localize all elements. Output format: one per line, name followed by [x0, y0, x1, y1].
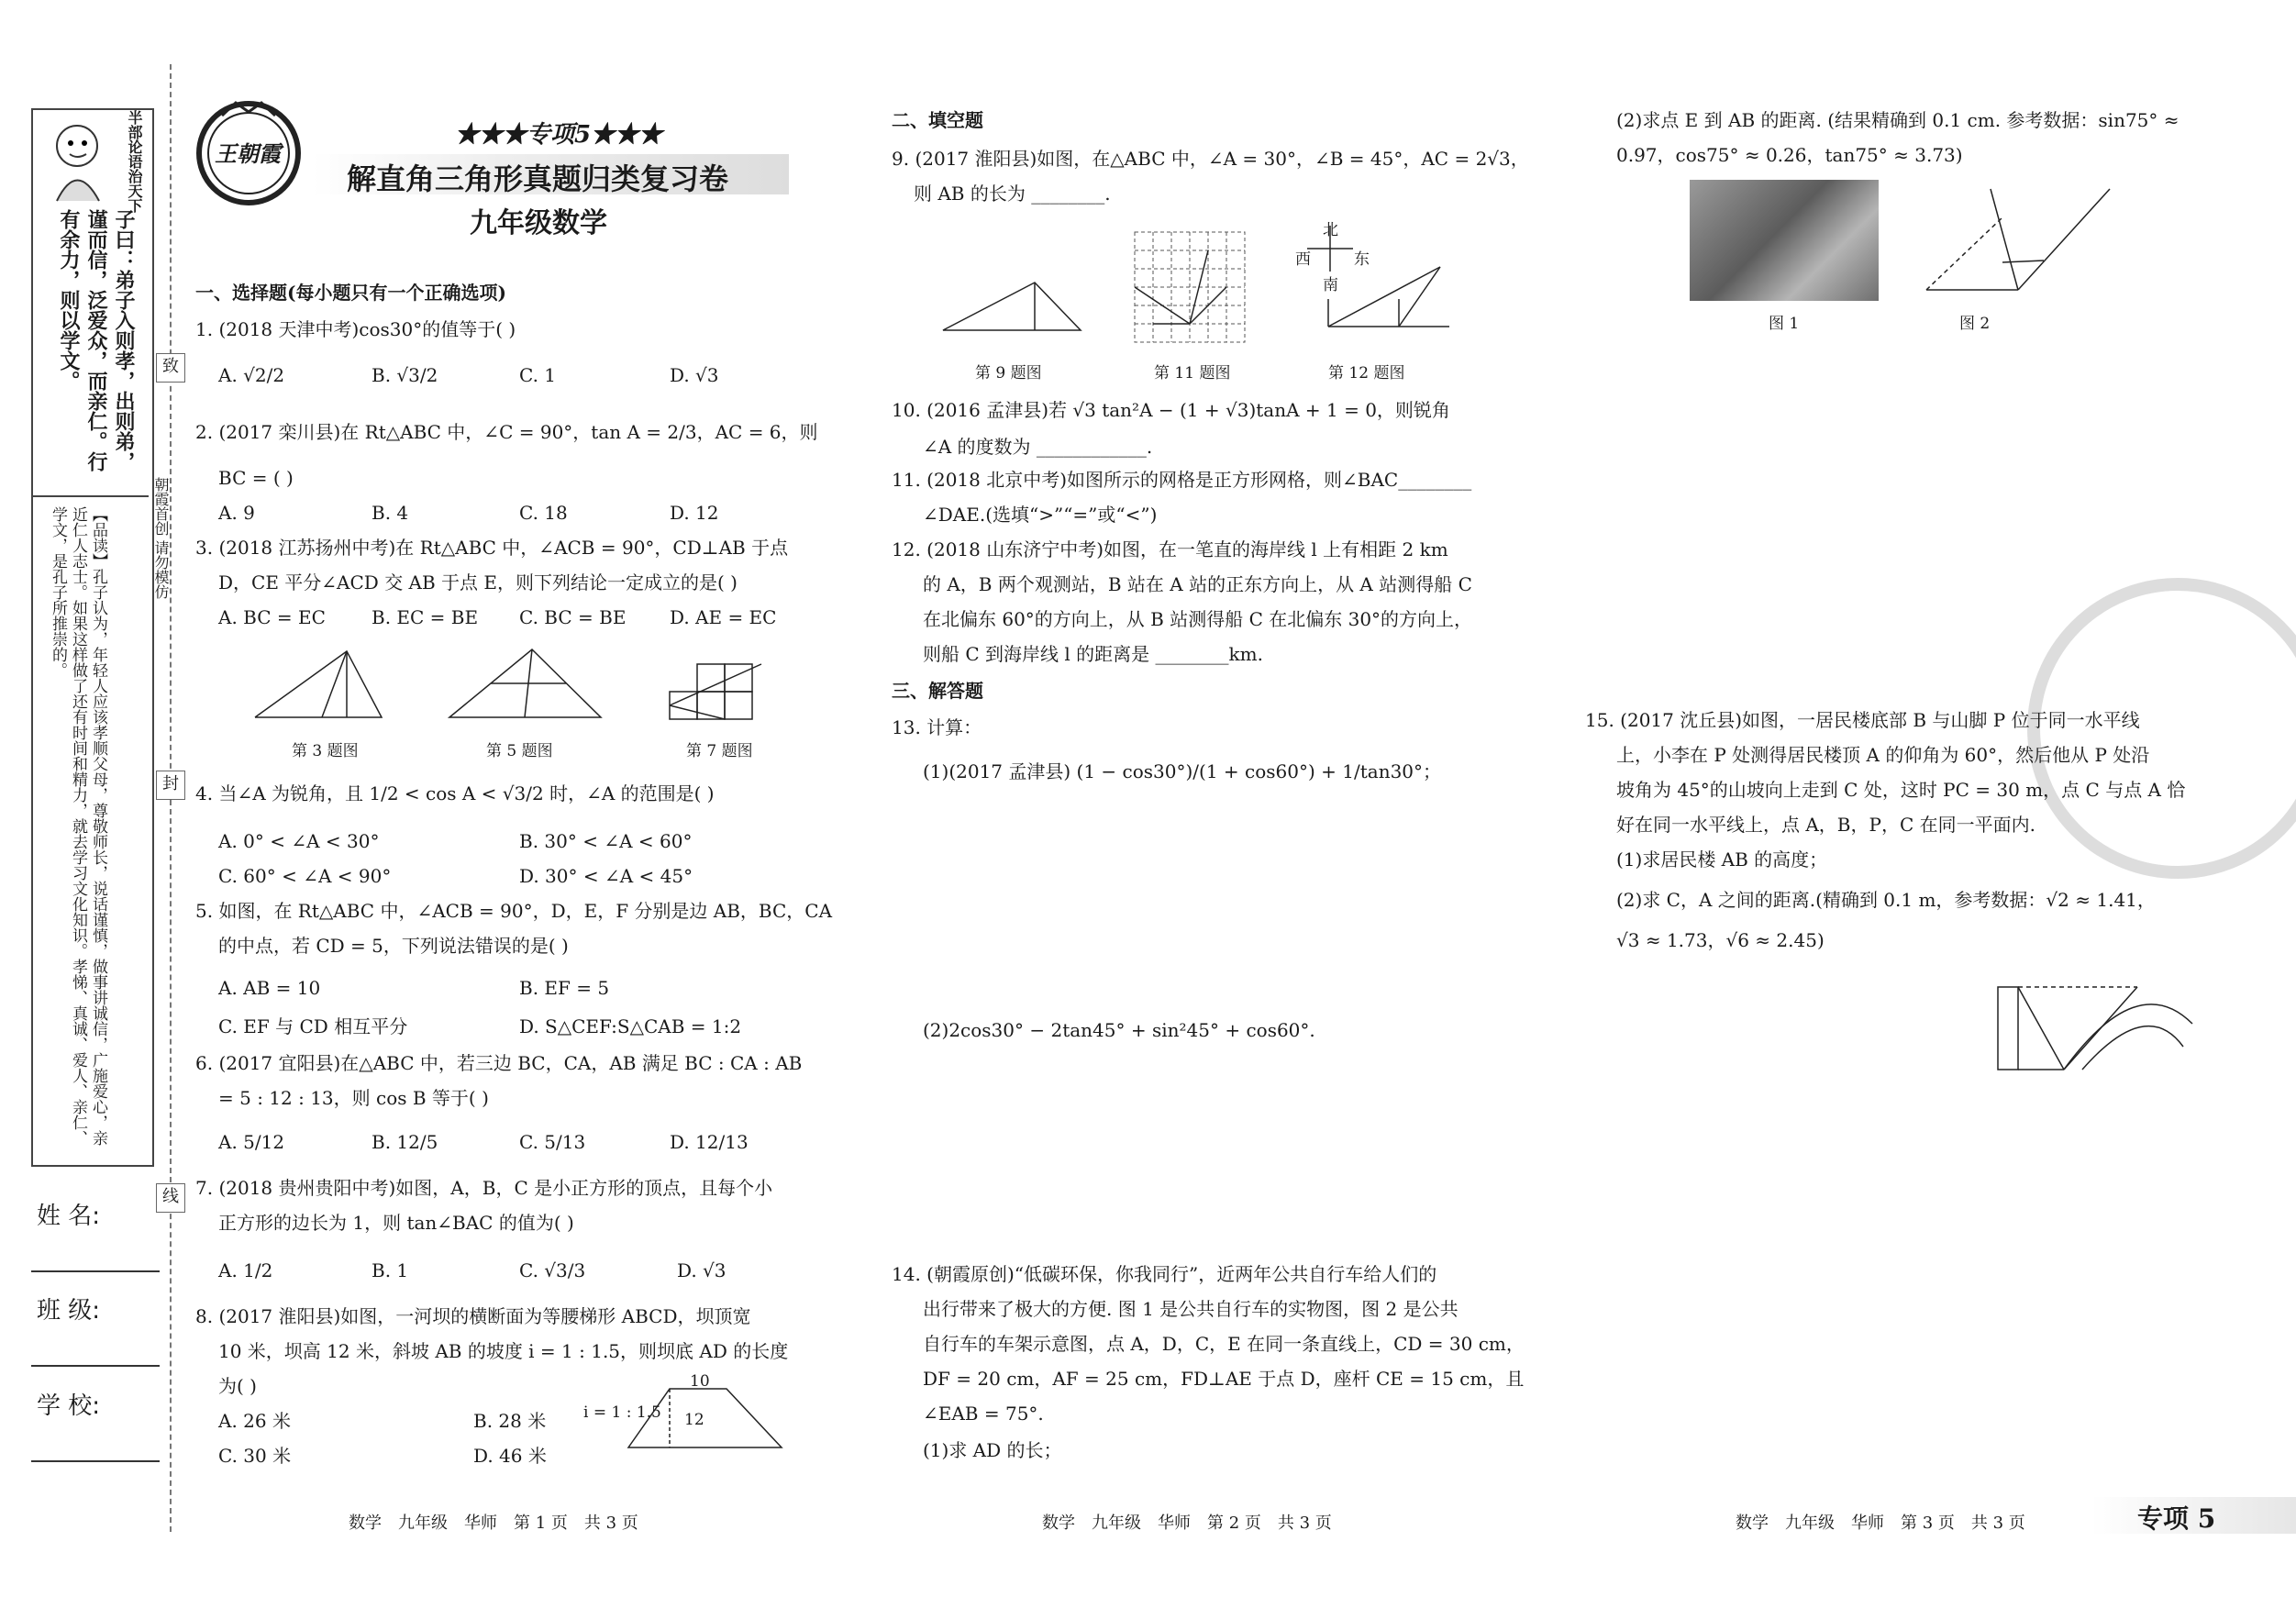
- question-1: 1. (2018 天津中考)cos30°的值等于( ): [195, 318, 516, 340]
- question-15-line-2: 上，小李在 P 处测得居民楼顶 A 的仰角为 60°，然后他从 P 处沿: [1616, 744, 2150, 766]
- figure-7: [660, 653, 798, 736]
- name-label: 姓 名:: [37, 1203, 101, 1230]
- seal-char-1: 致: [156, 353, 185, 383]
- q6-option-c: C. 5/13: [519, 1131, 586, 1153]
- question-14-line-2: 出行带来了极大的方便. 图 1 是公共自行车的实物图，图 2 是公共: [923, 1298, 1459, 1320]
- q6-option-b: B. 12/5: [372, 1131, 438, 1153]
- question-12-line-1: 12. (2018 山东济宁中考)如图，在一笔直的海岸线 l 上有相距 2 km: [892, 538, 1448, 560]
- question-10-line-1: 10. (2016 孟津县)若 √3 tan²A − (1 + √3)tanA + 1 = 0，则锐角: [892, 399, 1450, 421]
- class-label: 班 级:: [37, 1297, 101, 1325]
- figure-15: [1991, 969, 2202, 1079]
- question-7-line-1: 7. (2018 贵州贵阳中考)如图，A，B，C 是小正方形的顶点，且每个小: [195, 1177, 773, 1199]
- footer-page-1: 数学 九年级 华师 第 1 页 共 3 页: [349, 1514, 638, 1533]
- question-12-line-3: 在北偏东 60°的方向上，从 B 站测得船 C 在北偏东 30°的方向上，: [923, 608, 1473, 630]
- question-3-line-2: D，CE 平分∠ACD 交 AB 于点 E，则下列结论一定成立的是( ): [218, 571, 738, 593]
- question-11-line-1: 11. (2018 北京中考)如图所示的网格是正方形网格，则∠BAC________: [892, 469, 1472, 491]
- question-14-line-5: ∠EAB = 75°.: [923, 1403, 1044, 1425]
- question-6-line-2: = 5 : 12 : 13，则 cos B 等于( ): [218, 1087, 489, 1109]
- figure-11-caption: 第 11 题图: [1154, 364, 1231, 383]
- question-12-line-4: 则船 C 到海岸线 l 的距离是 ________km.: [923, 643, 1263, 665]
- q1-option-a: A. √2/2: [218, 364, 285, 386]
- q1-option-d: D. √3: [670, 364, 719, 386]
- figure-9-caption: 第 9 题图: [975, 364, 1042, 383]
- question-5-line-2: 的中点，若 CD = 5，下列说法错误的是( ): [218, 935, 569, 957]
- question-2-line-1: 2. (2017 栾川县)在 Rt△ABC 中，∠C = 90°，tan A = 2/3，AC = 6，则: [195, 421, 818, 443]
- question-14-part-2-line-2: 0.97，cos75° ≈ 0.26，tan75° ≈ 3.73): [1616, 144, 1963, 166]
- q5-option-c: C. EF 与 CD 相互平分: [218, 1015, 408, 1037]
- figure-7-caption: 第 7 题图: [686, 742, 753, 760]
- question-14-part-2-line-1: (2)求点 E 到 AB 的距离. (结果精确到 0.1 cm. 参考数据：sin75° ≈: [1616, 109, 2180, 131]
- q2-option-c: C. 18: [519, 502, 568, 524]
- figure-11: [1130, 227, 1249, 347]
- question-14-part-1: (1)求 AD 的长；: [923, 1439, 1062, 1461]
- side-note: 朝霞首创 请勿模仿: [152, 477, 170, 600]
- question-4: 4. 当∠A 为锐角，且 1/2 < cos A < √3/2 时，∠A 的范围是( ): [195, 782, 715, 804]
- sidebar-quote: 子曰：弟子入则孝，出则弟，谨而信，泛爱众，而亲仁。行有余力，则以学文。: [57, 209, 136, 471]
- q4-option-b: B. 30° < ∠A < 60°: [519, 830, 693, 852]
- question-15-part-1: (1)求居民楼 AB 的高度；: [1616, 848, 1828, 871]
- question-14-line-3: 自行车的车架示意图，点 A，D，C，E 在同一条直线上，CD = 30 cm，: [923, 1333, 1525, 1355]
- section-tag: 专项 5: [2137, 1503, 2216, 1534]
- question-6-line-1: 6. (2017 宜阳县)在△ABC 中，若三边 BC，CA，AB 满足 BC : CA : AB: [195, 1052, 803, 1074]
- question-13-part-2: (2)2cos30° − 2tan45° + sin²45° + cos60°.: [923, 1019, 1315, 1041]
- question-13-part-1: (1)(2017 孟津县) (1 − cos30°)/(1 + cos60°) + 1/tan30°；: [923, 760, 1442, 782]
- q3-option-d: D. AE = EC: [670, 606, 777, 628]
- question-15-line-1: 15. (2017 沈丘县)如图，一居民楼底部 B 与山脚 P 位于同一水平线: [1585, 709, 2140, 731]
- question-15-part-2-line-2: √3 ≈ 1.73，√6 ≈ 2.45): [1616, 929, 1825, 951]
- sidebar-top-label: 半部论语治天下: [126, 110, 143, 213]
- q3-option-b: B. EC = BE: [372, 606, 479, 628]
- q5-option-a: A. AB = 10: [218, 977, 321, 999]
- compass-west: 西: [1295, 250, 1311, 269]
- figure-2-bike-frame: [1908, 180, 2119, 308]
- school-label: 学 校:: [37, 1392, 101, 1420]
- page-title: 解直角三角形真题归类复习卷: [347, 161, 729, 196]
- question-7-line-2: 正方形的边长为 1，则 tan∠BAC 的值为( ): [218, 1212, 574, 1234]
- question-2-line-2: BC = ( ): [218, 467, 294, 489]
- q5-option-d: D. S△CEF:S△CAB = 1:2: [519, 1015, 742, 1037]
- sidebar-commentary: 【品读】孔子认为，年轻人应该孝顺父母，尊敬师长，说话谨慎，做事讲诚信，广施爱心，亲近仁人志士。如果这样做了还有时间和精力，就去学习文化知识。孝悌、真诚、爱人、亲仁、学文，是孔子所推崇的。: [49, 506, 107, 1146]
- figure-8-slope: i = 1 : 1.5: [583, 1403, 661, 1422]
- q1-option-b: B. √3/2: [372, 364, 438, 386]
- question-10-line-2: ∠A 的度数为 ____________.: [923, 436, 1153, 458]
- q2-option-b: B. 4: [372, 502, 409, 524]
- q8-option-d: D. 46 米: [473, 1445, 547, 1467]
- class-field[interactable]: [31, 1365, 160, 1367]
- section-3: 三、解答题: [892, 680, 983, 702]
- q4-option-c: C. 60° < ∠A < 90°: [218, 865, 392, 887]
- q7-option-b: B. 1: [372, 1259, 409, 1281]
- name-field[interactable]: [31, 1270, 160, 1272]
- question-15-part-2-line-1: (2)求 C，A 之间的距离.(精确到 0.1 m，参考数据：√2 ≈ 1.41，: [1616, 889, 2156, 911]
- brand-logo: [194, 99, 303, 207]
- question-15-line-3: 坡角为 45°的山坡向上走到 C 处，这时 PC = 30 m，点 C 与点 A 恰: [1616, 779, 2186, 801]
- question-8-line-3: 为( ): [218, 1375, 257, 1397]
- question-13: 13. 计算：: [892, 716, 982, 738]
- q3-option-c: C. BC = BE: [519, 606, 627, 628]
- question-3-line-1: 3. (2018 江苏扬州中考)在 Rt△ABC 中，∠ACB = 90°，CD⊥AB 于点: [195, 537, 789, 559]
- q2-option-a: A. 9: [218, 502, 255, 524]
- compass-south: 南: [1323, 276, 1338, 294]
- footer-page-3: 数学 九年级 华师 第 3 页 共 3 页: [1736, 1514, 2025, 1533]
- q8-option-c: C. 30 米: [218, 1445, 292, 1467]
- figure-1-caption: 图 1: [1769, 315, 1800, 333]
- question-9-line-2: 则 AB 的长为 ________.: [914, 183, 1111, 205]
- question-14-line-4: DF = 20 cm，AF = 25 cm，FD⊥AE 于点 D，座杆 CE = 15 cm，且: [923, 1368, 1525, 1390]
- figure-8-height: 12: [684, 1411, 704, 1429]
- q2-option-d: D. 12: [670, 502, 719, 524]
- figure-3: [246, 642, 393, 738]
- q4-option-d: D. 30° < ∠A < 45°: [519, 865, 693, 887]
- figure-9: [934, 266, 1090, 344]
- logo-text: 王朝霞: [215, 140, 281, 167]
- school-field[interactable]: [31, 1460, 160, 1462]
- q8-option-b: B. 28 米: [473, 1410, 547, 1432]
- figure-5-caption: 第 5 题图: [486, 742, 553, 760]
- compass-north: 北: [1323, 221, 1338, 239]
- section-1: 一、选择题(每小题只有一个正确选项): [195, 282, 506, 304]
- figure-12: [1284, 216, 1468, 345]
- footer-page-2: 数学 九年级 华师 第 2 页 共 3 页: [1042, 1514, 1332, 1533]
- q7-option-c: C. √3/3: [519, 1259, 586, 1281]
- figure-3-caption: 第 3 题图: [292, 742, 359, 760]
- q7-option-a: A. 1/2: [218, 1259, 273, 1281]
- question-8-line-1: 8. (2017 淮阳县)如图，一河坝的横断面为等腰梯形 ABCD，坝顶宽: [195, 1305, 751, 1327]
- seal-char-3: 线: [156, 1183, 185, 1213]
- q8-option-a: A. 26 米: [218, 1410, 291, 1432]
- question-5-line-1: 5. 如图，在 Rt△ABC 中，∠ACB = 90°，D，E，F 分别是边 AB，BC，CA: [195, 900, 833, 922]
- figure-12-caption: 第 12 题图: [1328, 364, 1405, 383]
- question-11-line-2: ∠DAE.(选填“>”“=”或“<”): [923, 504, 1158, 526]
- q5-option-b: B. EF = 5: [519, 977, 610, 999]
- figure-5: [440, 642, 615, 738]
- q3-option-a: A. BC = EC: [218, 606, 326, 628]
- bicycle-photo: [1690, 180, 1879, 301]
- sidebar-divider: [33, 495, 149, 497]
- q6-option-d: D. 12/13: [670, 1131, 749, 1153]
- seal-char-2: 封: [156, 771, 185, 800]
- q6-option-a: A. 5/12: [218, 1131, 285, 1153]
- section-2: 二、填空题: [892, 109, 983, 131]
- figure-8-top-width: 10: [690, 1372, 710, 1391]
- compass-east: 东: [1354, 250, 1370, 269]
- question-9-line-1: 9. (2017 淮阳县)如图，在△ABC 中，∠A = 30°，∠B = 45°，AC = 2√3，: [892, 148, 1529, 170]
- page-subtitle: 九年级数学: [470, 207, 607, 239]
- header-stars: ★★★专项5★★★: [455, 121, 663, 149]
- figure-2-caption: 图 2: [1959, 315, 1991, 333]
- q7-option-d: D. √3: [677, 1259, 727, 1281]
- question-8-line-2: 10 米，坝高 12 米，斜坡 AB 的坡度 i = 1 : 1.5，则坝底 AD 的长度: [218, 1340, 789, 1362]
- question-15-line-4: 好在同一水平线上，点 A，B，P，C 在同一平面内.: [1616, 814, 2035, 836]
- q1-option-c: C. 1: [519, 364, 557, 386]
- question-14-line-1: 14. (朝霞原创)“低碳环保，你我同行”，近两年公共自行车给人们的: [892, 1263, 1437, 1285]
- q4-option-a: A. 0° < ∠A < 30°: [218, 830, 380, 852]
- question-12-line-2: 的 A，B 两个观测站，B 站在 A 站的正东方向上，从 A 站测得船 C: [923, 573, 1472, 595]
